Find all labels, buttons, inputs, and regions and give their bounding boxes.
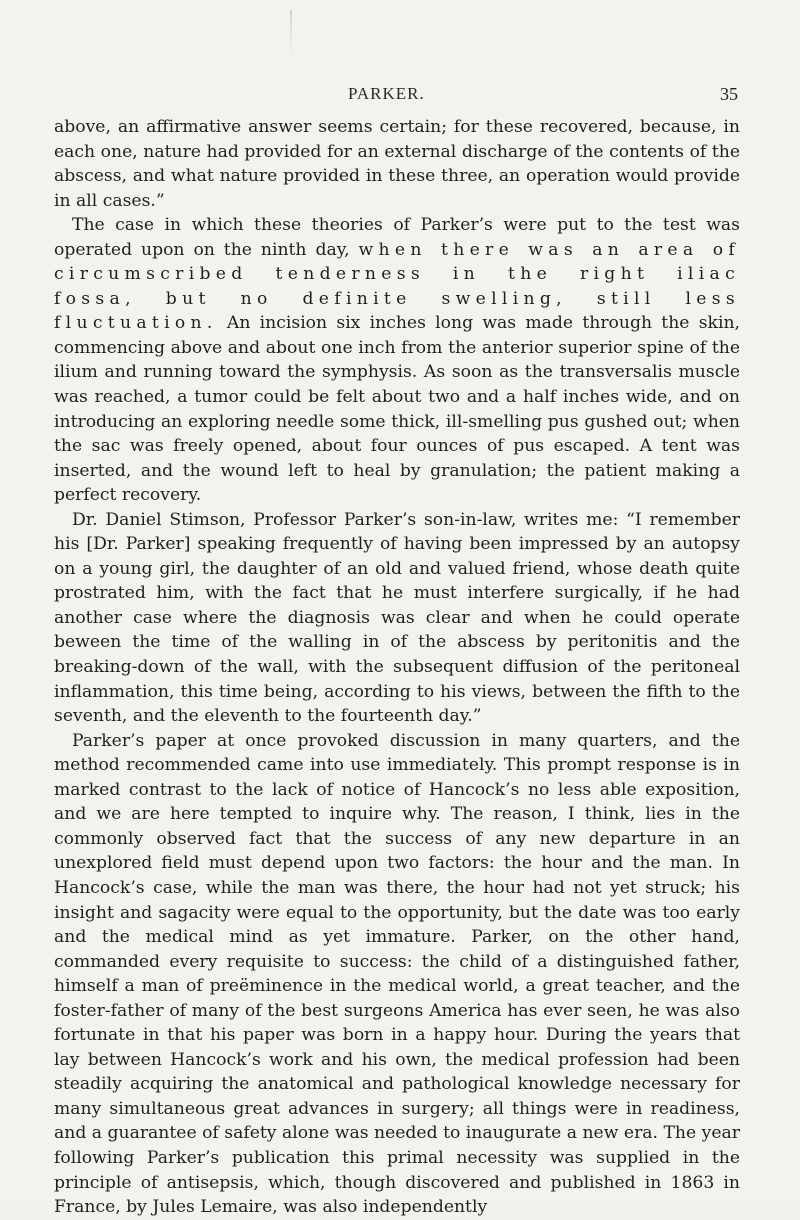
paragraph-2-spaced-text: when there was an area of circumscribed tenderness in the right iliac fossa, but no definite swelling, still less fluctuation. xyxy=(54,239,741,334)
paragraph-2 xyxy=(54,213,740,508)
paragraph-2-start: The case in which these theories of Parker’s were put to the test was operated upon on the ninth day, xyxy=(54,215,740,260)
paragraph-2-end: An incision six inches long was made through the skin, commencing above and about one inch from the anterior superior spine of the ilium and running toward the symphysis. As soon as the transversalis muscle was reached, a tumor could be felt about two and a half inches wide, and on introducing an exploring needle some thick, ill-smelling pus gushed out; when the sac was freely opened, about four ounces of pus escaped. A tent was inserted, and the wound left to heal by granulation; the patient making a perfect recovery. xyxy=(54,313,740,506)
page-number: 35 xyxy=(720,84,738,104)
paragraph-3: Dr. Daniel Stimson, Professor Parker’s son-in-law, writes me: “I remember his [Dr. Parker] speaking frequently of having been impressed by an autopsy on a young girl, the daughter of an old and valued friend, whose death quite prostrated him, with the fact that he must interfere surgically, if he had another case where the diagnosis was clear and when he could operate beween the time of the walling in of the abscess by peritonitis and the breaking-down of the wall, with the subsequent diffusion of the peritoneal inflammation, this time being, according to his views, between the fifth to the seventh, and the eleventh to the fourteenth day.” xyxy=(54,509,740,727)
paragraph-4: Parker’s paper at once provoked discussion in many quarters, and the method recommended came into use immediately. This prompt response is in marked contrast to the lack of notice of Hancock’s no less able exposition, and we are here tempted to inquire why. The reason, I think, lies in the commonly observed fact that the success of any new departure in an unexplored field must depend upon two factors: the hour and the man. In Hancock’s case, while the man was there, the hour had not yet struck; his insight and sagacity were equal to the opportunity, but the date was too early and the medical mind as yet immature. Parker, on the other hand, commanded every requisite to success: the child of a distinguished father, himself a man of preëminence in the medical world, a great teacher, and the foster-father of many of the best surgeons America has ever seen, he was also fortunate in that his paper was born in a happy hour. During the years that lay between Hancock’s work and his own, the medical profession had been steadily acquiring the anatomical and pathological knowledge necessary for many simultaneous great advances in surgery; all things were in readiness, and a guarantee of safety alone was needed to inaugurate a new era. The year following Parker’s publication this primal necessity was supplied in the principle of antisepsis, which, though discovered and published in 1863 in France, by Jules Lemaire, was also independently xyxy=(54,730,740,1218)
paragraph-1: above, an affirmative answer seems certain; for these recovered, because, in each one, nature had provided for an external discharge of the contents of the abscess, and what nature provided in these three, an operation would provide in all cases.” xyxy=(54,117,740,211)
body-text xyxy=(54,115,740,1220)
running-header xyxy=(0,84,800,108)
scan-artifact xyxy=(290,10,292,58)
running-title: PARKER. xyxy=(348,84,425,103)
